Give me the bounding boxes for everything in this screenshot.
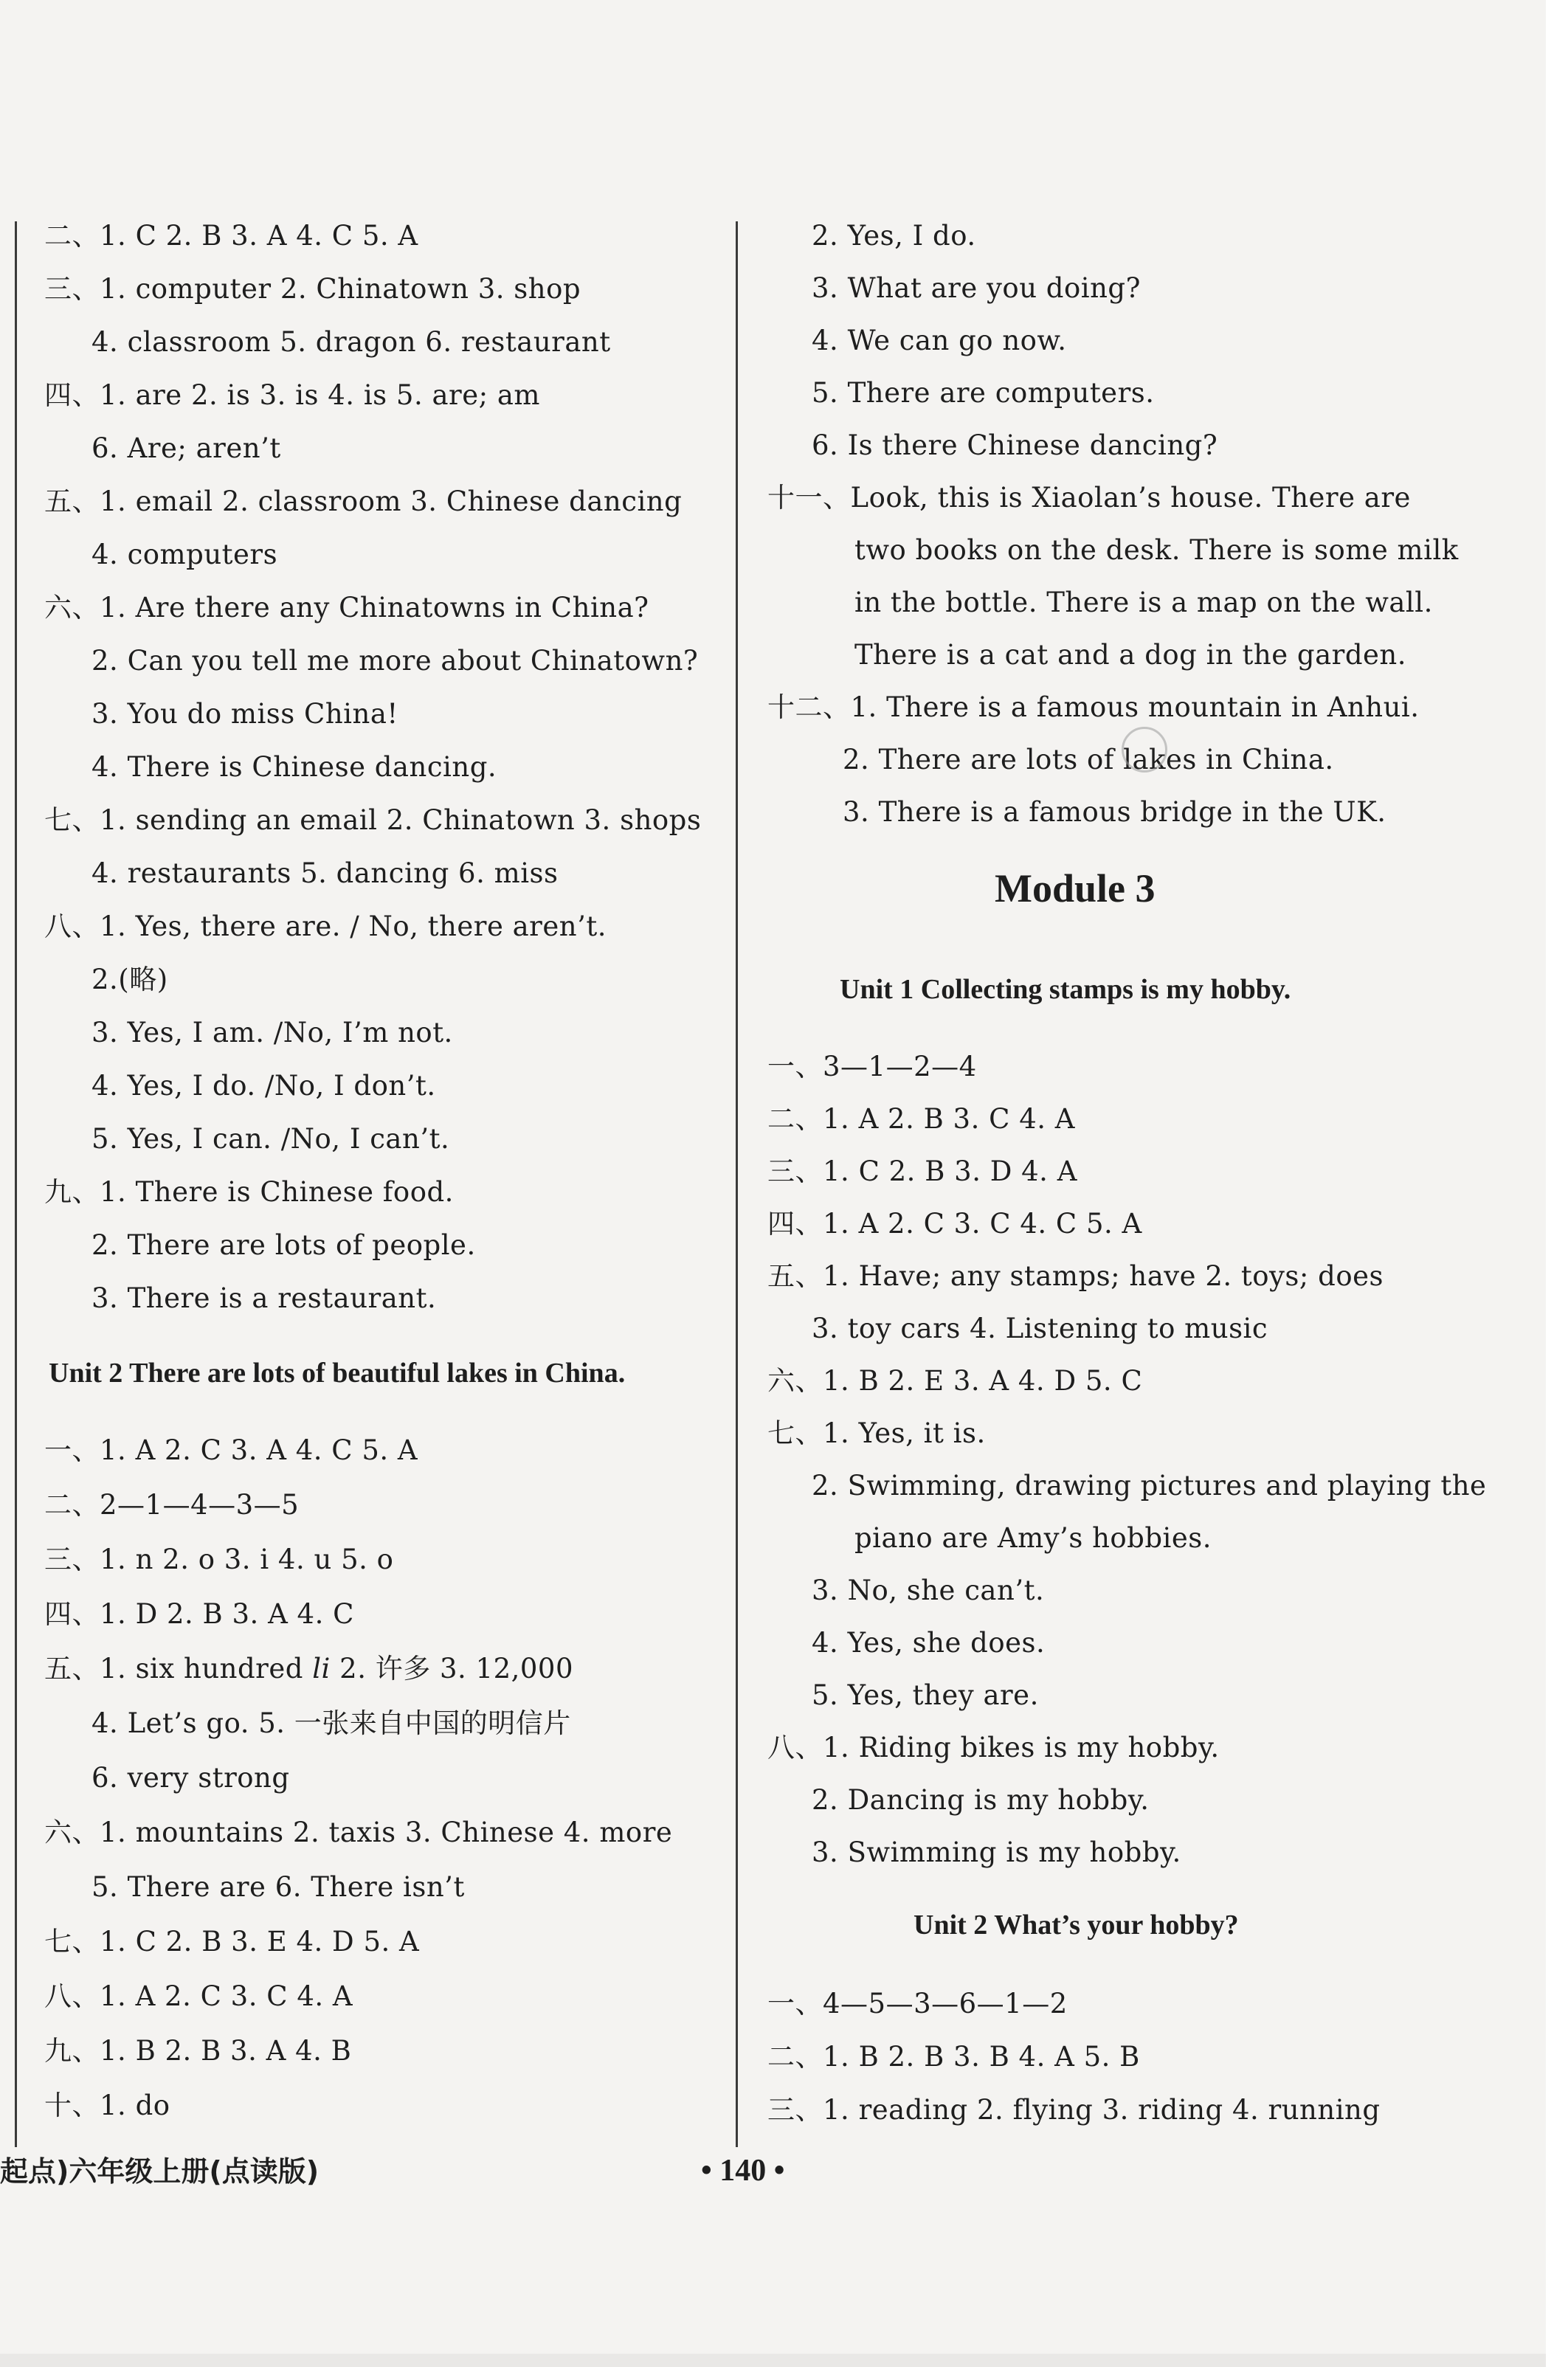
answer-line: 六、1. mountains 2. taxis 3. Chinese 4. more [44, 1817, 673, 1848]
answer-line: 七、1. sending an email 2. Chinatown 3. shops [44, 804, 702, 836]
answer-line: 五、1. Have; any stamps; have 2. toys; does [767, 1260, 1384, 1292]
answer-line: 4. Yes, I do. /No, I don’t. [91, 1070, 436, 1102]
answer-line: 一、3—1—2—4 [767, 1051, 977, 1082]
answer-line: 4. restaurants 5. dancing 6. miss [91, 857, 559, 889]
answer-line: 四、1. are 2. is 3. is 4. is 5. are; am [44, 379, 540, 411]
unit-heading: Unit 2 There are lots of beautiful lakes in China. [49, 1358, 626, 1389]
column-divider [736, 221, 738, 2147]
answer-line: 十二、1. There is a famous mountain in Anhui. [767, 691, 1420, 723]
answer-line: 二、1. C 2. B 3. A 4. C 5. A [44, 220, 418, 252]
answer-text: 五、1. six hundred [44, 1653, 313, 1684]
answer-line: 六、1. B 2. E 3. A 4. D 5. C [767, 1365, 1143, 1397]
answer-line: 二、1. A 2. B 3. C 4. A [767, 1103, 1075, 1135]
answer-text: 2. 许多 3. 12,000 [330, 1653, 574, 1684]
answer-line: 2. There are lots of people. [91, 1229, 476, 1261]
answer-line: 3. You do miss China! [91, 698, 398, 730]
answer-line: 4. We can go now. [812, 325, 1067, 356]
answer-line: 4. Let’s go. 5. 一张来自中国的明信片 [91, 1707, 571, 1739]
answer-line: 二、2—1—4—3—5 [44, 1489, 300, 1521]
footer-book-title: 起点)六年级上册(点读版) [0, 2155, 320, 2188]
answer-line: 十、1. do [44, 2090, 170, 2121]
answer-line: in the bottle. There is a map on the wall. [854, 587, 1433, 618]
answer-line: 一、4—5—3—6—1—2 [767, 1988, 1068, 2019]
answer-line: 二、1. B 2. B 3. B 4. A 5. B [767, 2041, 1140, 2073]
answer-line: 2. Yes, I do. [812, 220, 976, 252]
answer-line: 6. very strong [91, 1762, 290, 1794]
answer-line: 2. Swimming, drawing pictures and playing the [812, 1470, 1487, 1502]
answer-italic-text: li [312, 1653, 331, 1684]
answer-line: 3. What are you doing? [812, 272, 1141, 304]
answer-line: 3. toy cars 4. Listening to music [812, 1313, 1268, 1344]
answer-line: 3. There is a famous bridge in the UK. [843, 796, 1386, 828]
answer-line: 三、1. computer 2. Chinatown 3. shop [44, 273, 581, 305]
answer-line: 5. Yes, I can. /No, I can’t. [91, 1123, 450, 1155]
page-number: • 140 • [701, 2154, 785, 2188]
answer-line: 4. classroom 5. dragon 6. restaurant [91, 326, 611, 358]
page-edge [0, 2354, 1546, 2367]
answer-line: 5. There are computers. [812, 377, 1155, 409]
answer-line: 五、1. email 2. classroom 3. Chinese dancing [44, 486, 683, 517]
answer-line: 三、1. C 2. B 3. D 4. A [767, 1155, 1077, 1187]
stamp-mark [1122, 727, 1167, 773]
answer-line: 2. Can you tell me more about Chinatown? [91, 645, 699, 677]
answer-line: 5. There are 6. There isn’t [91, 1871, 465, 1903]
answer-line: 十一、Look, this is Xiaolan’s house. There are [767, 482, 1411, 514]
unit-heading: Unit 2 What’s your hobby? [913, 1910, 1239, 1941]
margin-rule [15, 221, 17, 2147]
module-title: Module 3 [995, 866, 1156, 910]
answer-line: 2. There are lots of lakes in China. [843, 744, 1334, 775]
answer-line: 6. Is there Chinese dancing? [812, 429, 1218, 461]
answer-line: piano are Amy’s hobbies. [854, 1522, 1212, 1554]
answer-line: 2.(略) [91, 964, 168, 995]
answer-line: 5. Yes, they are. [812, 1679, 1039, 1711]
answer-line: 八、1. Riding bikes is my hobby. [767, 1732, 1220, 1763]
answer-line: There is a cat and a dog in the garden. [854, 639, 1407, 671]
answer-line: 4. computers [91, 539, 278, 570]
answer-line: 2. Dancing is my hobby. [812, 1784, 1150, 1816]
answer-line: 3. Swimming is my hobby. [812, 1836, 1181, 1868]
answer-line: 四、1. D 2. B 3. A 4. C [44, 1598, 354, 1630]
answer-line: 六、1. Are there any Chinatowns in China? [44, 592, 649, 623]
answer-line: 3. Yes, I am. /No, I’m not. [91, 1017, 453, 1048]
answer-line: 一、1. A 2. C 3. A 4. C 5. A [44, 1434, 418, 1466]
answer-line: 九、1. B 2. B 3. A 4. B [44, 2035, 352, 2067]
page-edge [1546, 0, 1568, 2367]
answer-line: two books on the desk. There is some milk [854, 534, 1459, 566]
answer-line: 八、1. A 2. C 3. C 4. A [44, 1980, 353, 2012]
answer-line: 三、1. n 2. o 3. i 4. u 5. o [44, 1544, 394, 1575]
answer-line [44, 1653, 573, 1685]
answer-line: 七、1. Yes, it is. [767, 1417, 986, 1449]
answer-line: 3. No, she can’t. [812, 1575, 1045, 1606]
answer-line: 三、1. reading 2. flying 3. riding 4. running [767, 2094, 1381, 2126]
answer-line: 6. Are; aren’t [91, 432, 281, 464]
answer-line: 七、1. C 2. B 3. E 4. D 5. A [44, 1926, 420, 1957]
answer-line: 4. There is Chinese dancing. [91, 751, 497, 783]
answer-line: 4. Yes, she does. [812, 1627, 1046, 1659]
answer-line: 八、1. Yes, there are. / No, there aren’t. [44, 910, 607, 942]
answer-line: 九、1. There is Chinese food. [44, 1176, 454, 1208]
answer-line: 四、1. A 2. C 3. C 4. C 5. A [767, 1208, 1142, 1240]
unit-heading: Unit 1 Collecting stamps is my hobby. [840, 974, 1291, 1005]
answer-line: 3. There is a restaurant. [91, 1282, 437, 1314]
